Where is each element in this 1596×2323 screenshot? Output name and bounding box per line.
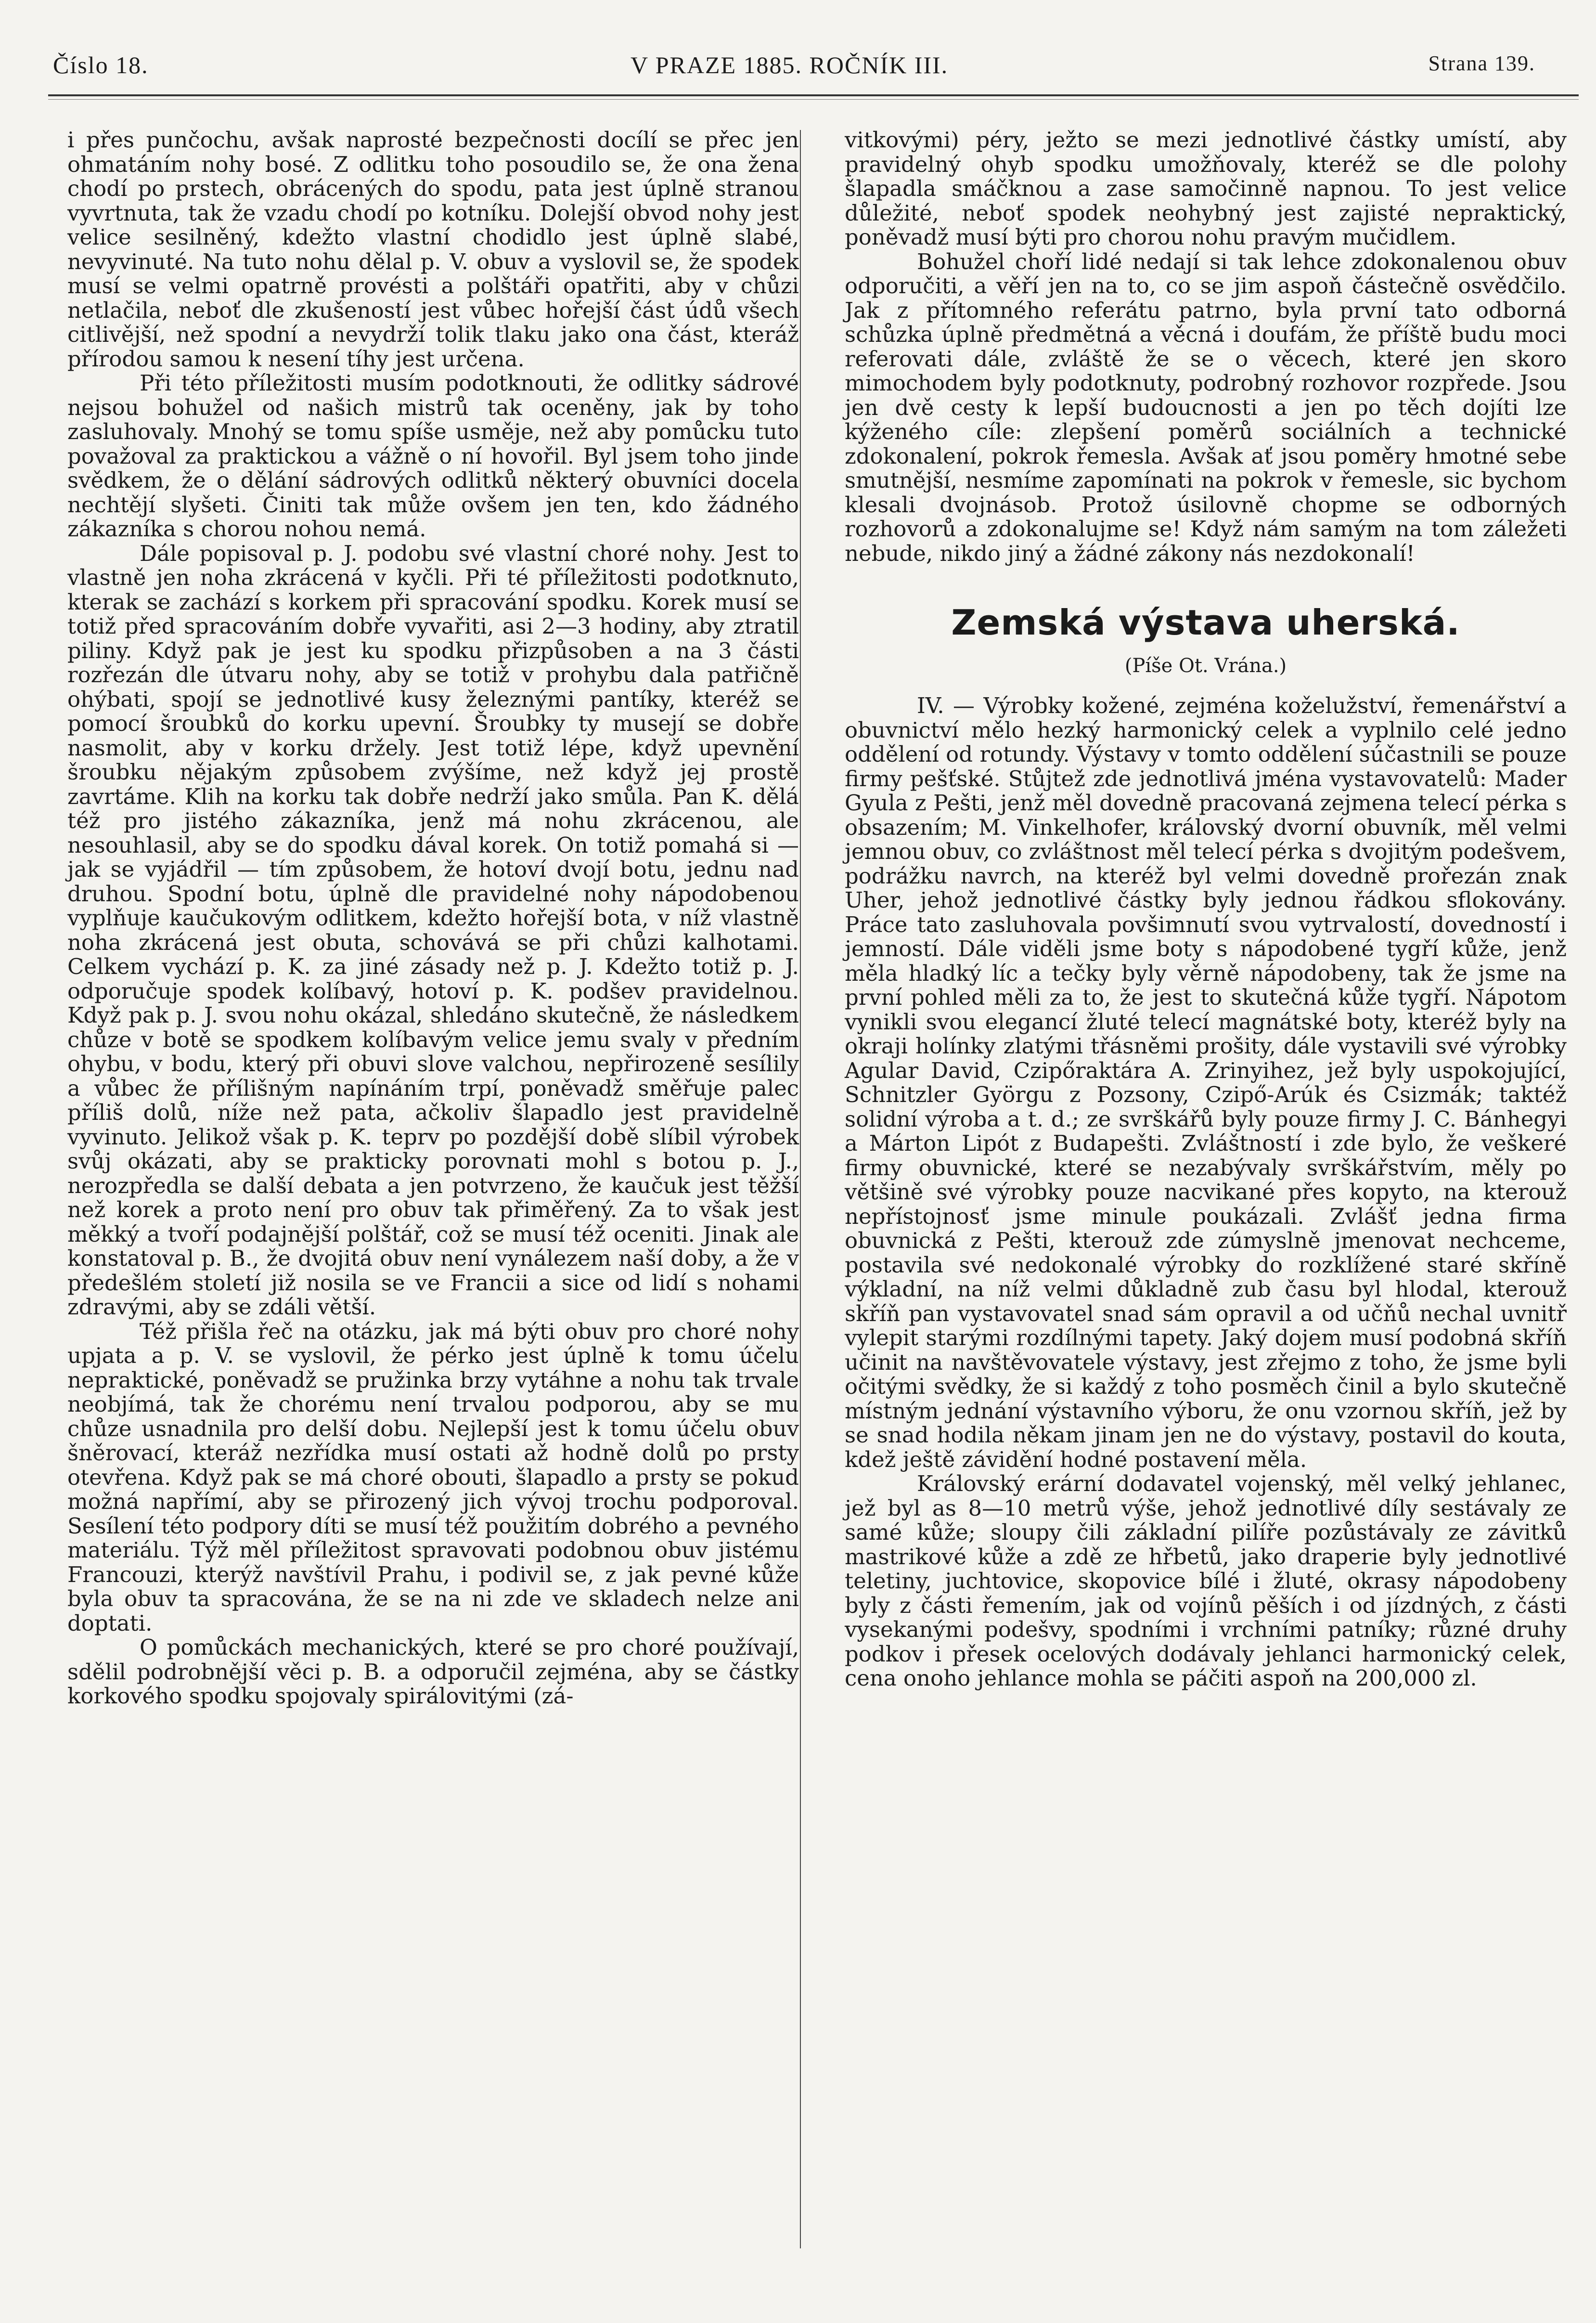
- paragraph: i přes punčochu, avšak naprosté bezpečnosti docílí se přec jen ohmatáním nohy bosé. Z odlitku toho posoudilo se, že ona žena chodí po prstech, obrácených do spodu, pata jest úplně stranou vyvrtnuta, tak že vzadu chodí po kotníku. Dolejší obvod nohy jest velice sesilněný, kdežto vlastní chodidlo jest úplně slabé, nevyvinuté. Na tuto nohu dělal p. V. obuv a vyslovil se, že spodek musí se velmi opatrně provésti a polštáři opatřiti, aby v chůzi netlačila, neboť dle zkušeností jest vůbec hořejší část údů všech citlivější, než spodní a nevydrží tolik tlaku jako ona část, kteráž přírodou samou k nesení tíhy jest určena.: [67, 127, 799, 372]
- paragraph: O pomůckách mechanických, které se pro choré používají, sdělil podrobnější věci p. B. a odporučil zejména, aby se částky korkového spodku spojovaly spirálovitými (zá-: [67, 1635, 799, 1709]
- paragraph: Královský erární dodavatel vojenský, měl velký jehlanec, jež byl as 8—10 metrů výše, jehož jednotlivé díly sestávaly ze samé kůže; sloupy čili základní pilíře pozůstávaly ze závitků mastrikové kůže a zdě ze hřbetů, jako draperie byly jednotlivé teletiny, juchtovice, skopovice bílé i žluté, okrasy nápodobeny byly z části řemením, jak od vojínů pěších i od jízdných, z části vysekanými podešvy, spodními i vrchními patníky; různé druhy podkov i přesek ocelových dodávaly jehlanci harmonický celek, cena onoho jehlance mohla se páčiti aspoň na 200,000 zl.: [845, 1471, 1567, 1691]
- column-divider: [800, 130, 801, 2248]
- header-rule-thin: [48, 99, 1579, 100]
- issue-number: Číslo 18.: [53, 52, 149, 78]
- paragraph: vitkovými) péry, ježto se mezi jednotlivé částky umístí, aby pravidelný ohyb spodku umožňovaly, kteréž se dle polohy šlapadla smáčknou a zase samočinně napnou. To jest velice důležité, neboť spodek neohybný jest zajisté nepraktický, poněvadž musí býti pro chorou nohu pravým mučidlem.: [845, 127, 1567, 250]
- paragraph: Bohužel choří lidé nedají si tak lehce zdokonalenou obuv odporučiti, a věří jen na to, co se jim aspoň částečně osvědčilo. Jak z přítomného referátu patrno, byla první tato odborná schůzka úplně předmětná a věcná i doufám, že příště budu moci referovati dále, zvláště že se o věcech, které jen skoro mimochodem byly podotknuty, podrobný rozhovor rozpřede. Jsou jen dvě cesty k lepší budoucnosti a jen po těch dojíti lze kýženého cíle: zlepšení poměrů sociálních a technické zdokonalení, pokrok řemesla. Avšak ať jsou poměry hmotné sebe smutnější, nesmíme zapomínati na pokrok v řemesle, sic bychom klesali dvojnásob. Protož úsilovně chopme se odborných rozhovorů a zdokonalujme se! Když nám samým na tom záležeti nebude, nikdo jiný a žádné zákony nás nezdokonalí!: [845, 248, 1567, 566]
- place-year-volume: V PRAZE 1885. ROČNÍK III.: [631, 52, 949, 78]
- paragraph: Dále popisoval p. J. podobu své vlastní choré nohy. Jest to vlastně jen noha zkrácená v kyčli. Při té příležitosti podotknuto, kterak se zachází s korkem při spracování spodku. Korek musí se totiž před spracováním dobře vyvařiti, asi 2—3 hodiny, aby ztratil piliny. Když pak je jest ku spodku přizpůsoben a na 3 části rozřezán dle útvaru nohy, aby se totiž v prohybu dala patřičně ohýbati, spojí se jednotlivé kusy železnými pantíky, kteréž se pomocí šroubků do korku upevní. Šroubky ty musejí se dobře nasmolit, aby v korku držely. Jest totiž lépe, když upevnění šroubku nějakým způsobem zvýšíme, než když jej prostě zavrtáme. Klih na korku tak dobře nedrží jako smůla. Pan K. dělá též pro jistého zákazníka, jenž má nohu zkrácenou, ale nesouhlasil, aby se do spodku dával korek. On totiž pomahá si — jak se vyjádřil — tím způsobem, že hotoví dvojí botu, jednu nad druhou. Spodní botu, úplně dle pravidelné nohy nápodobenou vyplňuje kaučukovým odlitkem, kdežto hořejší bota, v níž vlastně noha zkrácená jest obuta, schovává se při chůzi kalhotami. Celkem vychází p. K. za jiné zásady než p. J. Kdežto totiž p. J. odporučuje spodek kolíbavý, hotoví p. K. podšev pravidelnou. Když pak p. J. svou nohu okázal, shledáno skutečně, že následkem chůze v botě se spodkem kolíbavým velice jemu svaly v předním ohybu, v bodu, který při obuvi slove valchou, nepřirozeně sesílily a vůbec že přílišným napínáním trpí, poněvadž směřuje palec příliš dolů, níže než pata, ačkoliv šlapadlo jest pravidelně vyvinuto. Jelikož však p. K. teprv po pozdější době slíbil výrobek svůj okázati, aby se prakticky porovnati mohl s botou p. J., nerozpředla se další debata a jen potvrzeno, že kaučuk jest těžší než korek a proto není pro obuv tak přiměřený. Za to však jest měkký a tvoří podajnější polštář, což se musí též oceniti. Jinak ale konstatoval p. B., že dvojitá obuv není vynálezem naší doby, a že v předešlém století již nosila se ve Francii a sice od lidí s nohami zdravými, aby se zdáli větší.: [67, 540, 799, 1320]
- left-column: [67, 128, 799, 1709]
- paragraph: Při této příležitosti musím podotknouti, že odlitky sádrové nejsou bohužel od našich mistrů tak oceněny, jak by toho zasluhovaly. Mnohý se tomu spíše usměje, než aby pomůcku tuto považoval za praktickou a vážně o ní hovořil. Byl jsem toho jinde svědkem, že o dělání sádrových odlitků některý obuvníci docela nechtějí slyšeti. Činiti tak může ovšem jen ten, kdo žádného zákazníka s chorou nohou nemá.: [67, 370, 799, 542]
- paragraph: Též přišla řeč na otázku, jak má býti obuv pro choré nohy upjata a p. V. se vyslovil, že pérko jest úplně k tomu účelu nepraktické, poněvadž se pružinka brzy vytáhne a nohu tak trvale neobjímá, tak že chorému není trvalou podporou, aby se mu chůze usnadnila pro delší dobu. Nejlepší jest k tomu účelu obuv šněrovací, kteráž nezřídka musí ostati až hodně dolů po prsty otevřena. Když pak se má choré obouti, šlapadlo a prsty se pokud možná napřímí, aby se přirozený jich vývoj trochu podporoval. Sesílení této podpory díti se musí též použitím dobrého a pevného materiálu. Týž měl příležitost spravovati podobnou obuv jistému Francouzi, kterýž navštívil Prahu, i podivil se, z jak pevné kůže byla obuv ta spracována, že se na ni zde ve skladech nelze ani doptati.: [67, 1318, 799, 1636]
- article-title: Zemská výstava uherská.: [951, 602, 1460, 643]
- header-rule: [48, 94, 1579, 96]
- page-number: Strana 139.: [1428, 52, 1535, 75]
- page-header: [53, 51, 1535, 85]
- right-column: [845, 128, 1567, 1691]
- paragraph: IV. — Výrobky kožené, zejména koželužství, řemenářství a obuvnictví mělo hezký harmonický celek a vyplnilo celé jedno oddělení od rotundy. Výstavy v tomto oddělení súčastnili se pouze firmy pešťské. Stůjtež zde jednotlivá jména vystavovatelů: Mader Gyula z Pešti, jenž měl dovedně pracovaná zejmena telecí pérka s obsazením; M. Vinkelhofer, královský dvorní obuvník, měl velmi jemnou obuv, co zvláštnost měl telecí pérka s dvojitým podešvem, podrážku navrch, na kteréž byl velmi dovedně prořezán znak Uher, jehož jednotlivé částky byly jednou řádkou sflokovány. Práce tato zasluhovala povšimnutí svou vytrvalostí, dovedností i jemností. Dále viděli jsme boty s nápodobené tygří kůže, jenž měla hladký líc a tečky byly věrně nápodobeny, tak že jsme na první pohled měli za to, že jest to skutečná kůže tygří. Nápotom vynikli svou elegancí žluté telecí magnátské boty, kteréž byly na okraji holínky zlatými třásněmi prošity, dále vystavili své výrobky Agular David, Czipőraktára A. Zrinyihez, jež byly uspokojující, Schnitzler Györgu z Pozsony, Czipő-Arúk és Csizmák; taktéž solidní výroba a t. d.; ze svrškářů byly pouze firmy J. C. Bánhegyi a Márton Lipót z Budapešti. Zvláštností i zde bylo, že veškeré firmy obuvnické, které se nezabývaly svrškářstvím, měly po většině své výrobky pouze nacvikané přes kopyto, na kterouž nepřístojnosť jsme minule poukázali. Zvlášť jedna firma obuvnická z Pešti, kterouž zde zúmyslně jmenovat nechceme, postavila své nedokonalé výrobky do rozklížené staré skříně výkladní, na níž velmi důkladně zub času byl hlodal, kterouž skříň pan vystavovatel snad sám opravil a od učňů nechal uvnitř vylepit starými rozdílnými tapety. Jaký dojem musí podobná skříň učinit na navštěvovatele výstavy, jest zřejmo z toho, že jsme byli očitými svědky, že si každý z toho posměch činil a bylo skutečně místným jednání výstavního výboru, že onu vzornou skříň, jež by se snad hodila někam jinam jen ne do výstavy, postavil do kouta, kdež ještě závidění hodné postavení měla.: [845, 693, 1567, 1472]
- article-byline: (Píše Ot. Vrána.): [1124, 655, 1287, 677]
